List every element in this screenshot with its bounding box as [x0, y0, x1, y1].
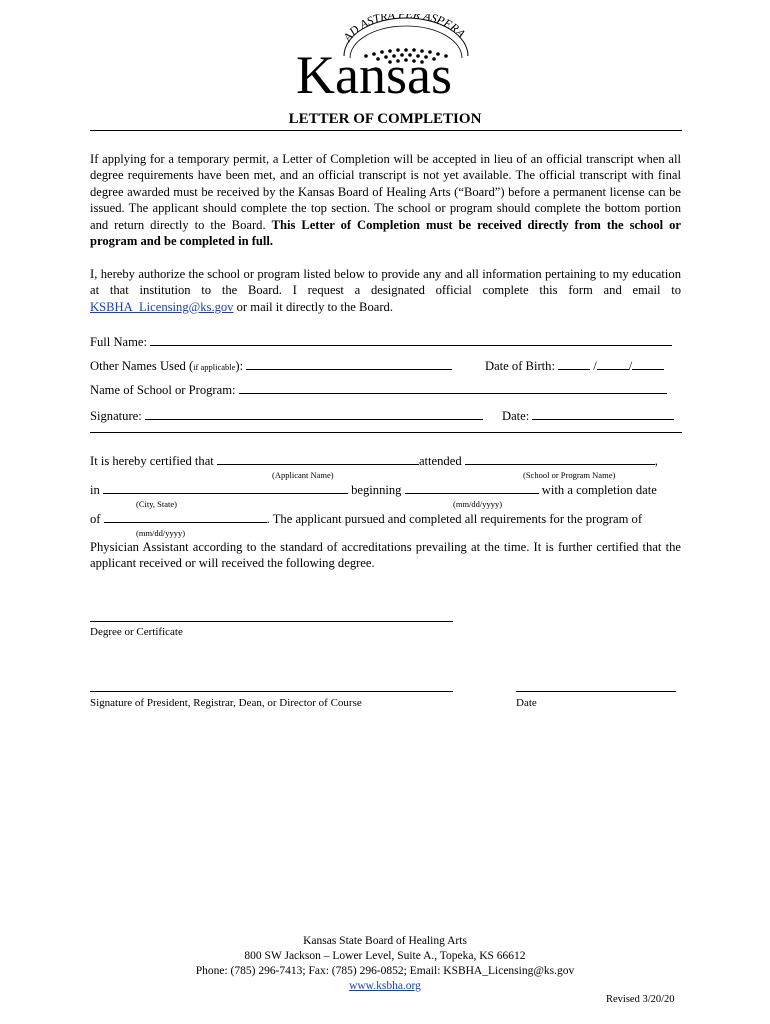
full-name-row — [90, 334, 681, 350]
footer — [0, 934, 770, 994]
location-row — [90, 482, 657, 498]
website-link[interactable]: www.ksbha.org — [349, 980, 421, 992]
beginning-label: beginning — [351, 483, 402, 497]
revised-date: Revised 3/20/20 — [606, 994, 675, 1005]
official-signature-line[interactable] — [90, 691, 453, 692]
school-name-field[interactable] — [465, 464, 655, 465]
of-label: of — [90, 512, 101, 526]
degree-label: Degree or Certificate — [90, 626, 183, 638]
intro-bold-text: This Letter of Completion must be received directly from the school or program and be completed in full. — [90, 217, 681, 249]
dob-month-field[interactable] — [558, 369, 590, 370]
certified-row: It is hereby certified that attended , — [90, 454, 658, 468]
kansas-wordmark: Kansas — [296, 45, 452, 105]
footer-address: 800 SW Jackson – Lower Level, Suite A., Topeka, KS 66612 — [244, 950, 526, 962]
pursued-label: . The applicant pursued and completed all requirements for the program of — [266, 512, 643, 526]
beginning-date-field[interactable] — [405, 493, 539, 494]
dob-label: Date of Birth: — [485, 359, 555, 373]
official-date-label: Date — [516, 697, 537, 709]
school-row — [90, 382, 681, 398]
dob-row: Date of Birth: / / — [485, 358, 664, 374]
other-names-label: Other Names Used ( — [90, 359, 194, 373]
intro-paragraph — [90, 151, 681, 249]
program-row — [90, 511, 642, 527]
city-state-hint: (City, State) — [136, 499, 177, 509]
kansas-logo — [296, 14, 476, 105]
school-name-hint: (School or Program Name) — [523, 470, 616, 480]
authorization-text-end: or mail it directly to the Board. — [233, 299, 393, 314]
footer-org: Kansas State Board of Healing Arts — [303, 935, 467, 947]
completion-date-hint: (mm/dd/yyyy) — [136, 528, 186, 538]
completion-label: with a completion date — [541, 483, 657, 497]
applicant-name-hint: (Applicant Name) — [272, 470, 334, 480]
school-field[interactable] — [239, 393, 667, 394]
completion-date-field[interactable] — [104, 522, 267, 523]
physician-paragraph: Physician Assistant according to the standard of accreditations prevailing at the time. It is further certified that the applicant received or will received the following degree. — [90, 540, 681, 571]
full-name-field[interactable] — [150, 345, 672, 346]
dob-day-field[interactable] — [597, 369, 629, 370]
official-date-line[interactable] — [516, 691, 676, 692]
title-rule — [90, 130, 682, 131]
degree-line[interactable] — [90, 621, 453, 622]
attended-label: attended — [418, 454, 462, 468]
other-names-label-end: ): — [235, 359, 244, 373]
date-field[interactable] — [532, 419, 674, 420]
official-signature-label: Signature of President, Registrar, Dean, or Director of Course — [90, 697, 362, 709]
email-link[interactable]: KSBHA_Licensing@ks.gov — [90, 299, 234, 314]
footer-contact: Phone: (785) 296-7413; Fax: (785) 296-0852; Email: KSBHA_Licensing@ks.gov — [195, 965, 575, 977]
authorization-text: I, hereby authorize the school or program listed below to provide any and all information pertaining to my education at that institution to the Board. I request a designated official complete this form and email to — [90, 267, 681, 298]
signature-field[interactable] — [145, 419, 483, 420]
date-row — [502, 408, 674, 424]
intro-text: If applying for a temporary permit, a Letter of Completion will be accepted in lieu of an official transcript when all degree requirements have been met, and an official transcript is not yet available. The official transcript with final degree awarded must be received by the Kansas Board of Healing Arts (“Board”) before a permanent license can be issued. The applicant should complete the top section. The school or program should complete the bottom portion and return directly to the Board. — [90, 152, 681, 232]
school-label: Name of School or Program: — [90, 383, 236, 397]
applicant-name-field[interactable] — [217, 464, 419, 465]
motto-text: AD ASTRA PER ASPERA — [340, 14, 469, 45]
authorization-paragraph — [90, 266, 681, 315]
dob-year-field[interactable] — [632, 369, 664, 370]
signature-label: Signature: — [90, 409, 142, 423]
if-applicable-label: if applicable — [193, 362, 236, 372]
certified-label: It is hereby certified that — [90, 454, 214, 468]
signature-row — [90, 408, 490, 424]
in-label: in — [90, 483, 100, 497]
full-name-label: Full Name: — [90, 335, 148, 349]
other-names-field[interactable] — [246, 369, 452, 370]
date-label: Date: — [502, 409, 530, 423]
page-title: LETTER OF COMPLETION — [288, 111, 482, 127]
section-divider — [90, 432, 682, 433]
city-state-field[interactable] — [103, 493, 348, 494]
beginning-date-hint: (mm/dd/yyyy) — [453, 499, 503, 509]
